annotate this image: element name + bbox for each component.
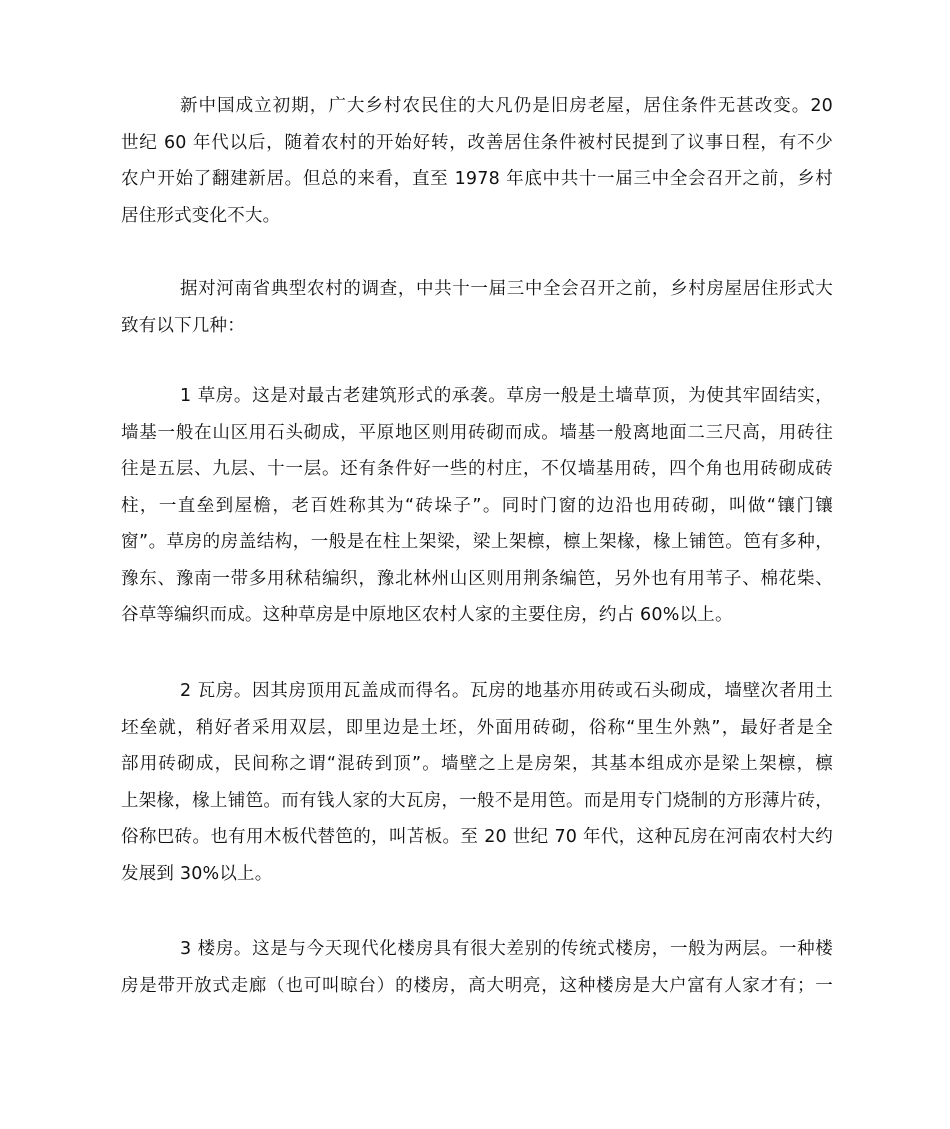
text-line: 坯垒就，稍好者采用双层，即里边是土坯，外面用砖砌，俗称“里生外熟”，最好者是全 bbox=[121, 717, 833, 738]
text-line: 新中国成立初期，广大乡村农民住的大凡仍是旧房老屋，居住条件无甚改变。20 bbox=[180, 96, 833, 116]
paragraph-tile-house bbox=[121, 673, 833, 892]
text-line: 发展到 30%以上。 bbox=[121, 863, 273, 884]
text-line: 世纪 60 年代以后，随着农村的开始好转，改善居住条件被村民提到了议事日程，有不少 bbox=[121, 132, 833, 153]
text-line: 据对河南省典型农村的调查，中共十一届三中全会召开之前，乡村房屋居住形式大 bbox=[180, 279, 833, 299]
text-line: 上架椽，椽上铺笆。而有钱人家的大瓦房，一般不是用笆。而是用专门烧制的方形薄片砖， bbox=[121, 790, 833, 811]
text-line: 农户开始了翻建新居。但总的来看，直至 1978 年底中共十一届三中全会召开之前，乡村 bbox=[121, 169, 833, 189]
text-line: 柱，一直垒到屋檐，老百姓称其为“砖垛子”。同时门窗的边沿也用砖砌，叫做“镶门镶 bbox=[121, 495, 833, 516]
text-line: 豫东、豫南一带多用秫秸编织，豫北林州山区则用荆条编笆，另外也有用苇子、棉花柴、 bbox=[121, 568, 833, 589]
paragraph-thatched-house bbox=[121, 378, 833, 634]
text-line: 1 草房。这是对最古老建筑形式的承袭。草房一般是土墙草顶，为使其牢固结实， bbox=[180, 386, 833, 406]
text-line: 房是带开放式走廊（也可叫晾台）的楼房，高大明亮，这种楼房是大户富有人家才有；一 bbox=[121, 975, 833, 996]
text-line: 2 瓦房。因其房顶用瓦盖成而得名。瓦房的地基亦用砖或石头砌成，墙壁次者用土 bbox=[180, 681, 833, 701]
text-line: 墙基一般在山区用石头砌成，平原地区则用砖砌而成。墙基一般离地面二三尺高，用砖往 bbox=[121, 422, 833, 443]
paragraph-two-storey-house bbox=[121, 931, 833, 1004]
text-line: 居住形式变化不大。 bbox=[121, 205, 281, 226]
text-line: 往是五层、九层、十一层。还有条件好一些的村庄，不仅墙基用砖，四个角也用砖砌成砖 bbox=[121, 459, 833, 479]
text-line: 致有以下几种： bbox=[121, 315, 245, 336]
text-line: 俗称巴砖。也有用木板代替笆的，叫苫板。至 20 世纪 70 年代，这种瓦房在河南农村大约 bbox=[121, 827, 833, 847]
text-line: 窗”。草房的房盖结构，一般是在柱上架梁，梁上架檩，檩上架椽，椽上铺笆。笆有多种， bbox=[121, 532, 833, 552]
text-line: 谷草等编织而成。这种草房是中原地区农村人家的主要住房，约占 60%以上。 bbox=[121, 605, 733, 625]
text-line: 3 楼房。这是与今天现代化楼房具有很大差别的传统式楼房，一般为两层。一种楼 bbox=[180, 939, 833, 959]
paragraph-survey bbox=[121, 271, 833, 344]
text-line: 部用砖砌成，民间称之谓“混砖到顶”。墙壁之上是房架，其基本组成亦是梁上架檩，檩 bbox=[121, 754, 833, 774]
paragraph-intro bbox=[121, 88, 833, 234]
